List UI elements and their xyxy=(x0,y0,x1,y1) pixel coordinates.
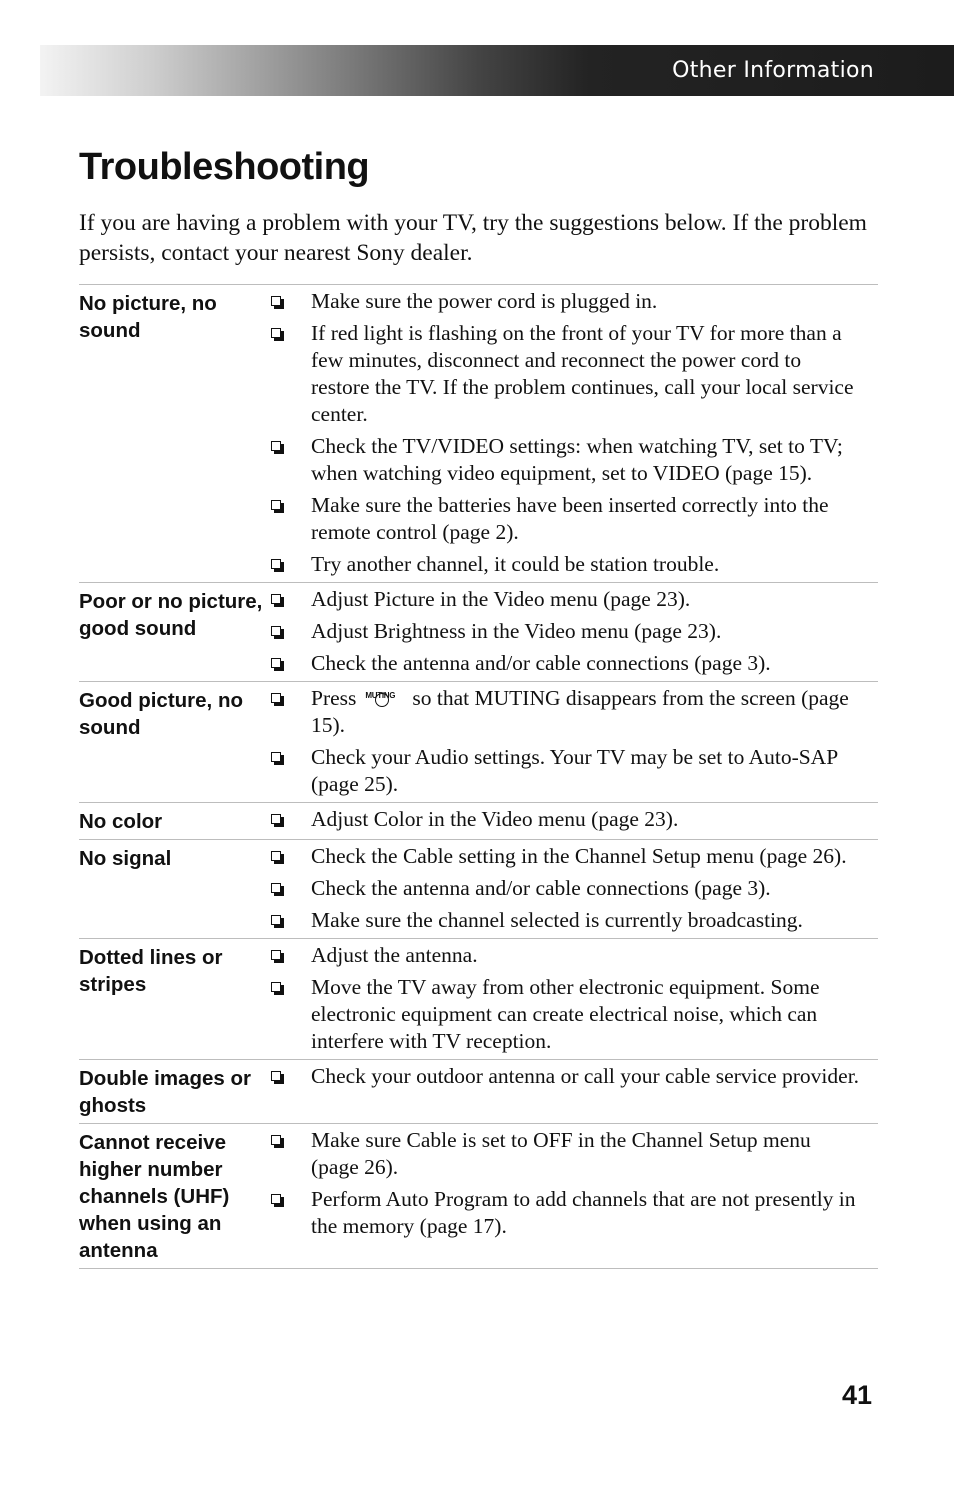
list-item: Adjust Brightness in the Video menu (page 23). xyxy=(265,618,878,645)
list-item: Move the TV away from other electronic equipment. Some electronic equipment can create electrical noise, which can interfere with TV reception. xyxy=(265,974,878,1055)
list-item: Check your outdoor antenna or call your cable service provider. xyxy=(265,1063,878,1090)
list-item: Press MUTING so that MUTING disappears from the screen (page 15). xyxy=(265,685,878,739)
muting-button-icon: MUTING xyxy=(364,685,404,705)
list-item: Adjust the antenna. xyxy=(265,942,878,969)
checkbox-icon xyxy=(265,586,311,613)
page-title: Troubleshooting xyxy=(79,146,370,188)
checkbox-icon xyxy=(265,320,311,347)
problem-label: No picture, no sound xyxy=(79,292,217,342)
checkbox-icon xyxy=(265,744,311,771)
problem-label: Good picture, no sound xyxy=(79,689,243,739)
problem-label: Cannot receive higher number channels (UHF) when using an antenna xyxy=(79,1131,230,1262)
checkbox-icon xyxy=(265,685,311,712)
checkbox-icon xyxy=(265,907,311,934)
checkbox-icon xyxy=(265,806,311,833)
list-item: Perform Auto Program to add channels that are not presently in the memory (page 17). xyxy=(265,1186,878,1240)
list-item: Check your Audio settings. Your TV may be set to Auto-SAP (page 25). xyxy=(265,744,878,798)
list-item: Try another channel, it could be station trouble. xyxy=(265,551,878,578)
list-item: Make sure the batteries have been inserted correctly into the remote control (page 2). xyxy=(265,492,878,546)
troubleshooting-table xyxy=(79,284,878,1269)
intro-paragraph: If you are having a problem with your TV, try the suggestions below. If the problem persists, contact your nearest Sony dealer. xyxy=(79,210,867,266)
page-number: 41 xyxy=(841,1380,872,1410)
problem-label: No signal xyxy=(79,847,172,870)
section-title: Other Information xyxy=(672,58,874,83)
table-row xyxy=(79,939,878,1060)
list-item: Make sure Cable is set to OFF in the Channel Setup menu (page 26). xyxy=(265,1127,878,1181)
list-item: Check the Cable setting in the Channel Setup menu (page 26). xyxy=(265,843,878,870)
checkbox-icon xyxy=(265,433,311,460)
checkbox-icon xyxy=(265,1127,311,1154)
list-item: Adjust Color in the Video menu (page 23). xyxy=(265,806,878,833)
problem-label: Poor or no picture, good sound xyxy=(79,590,263,640)
list-item: Adjust Picture in the Video menu (page 23). xyxy=(265,586,878,613)
list-item: Check the TV/VIDEO settings: when watching TV, set to TV; when watching video equipment, set to VIDEO (page 15). xyxy=(265,433,878,487)
list-item: Check the antenna and/or cable connections (page 3). xyxy=(265,650,878,677)
checkbox-icon xyxy=(265,492,311,519)
problem-label: No color xyxy=(79,810,163,833)
list-item: Make sure the power cord is plugged in. xyxy=(265,288,878,315)
checkbox-icon xyxy=(265,843,311,870)
table-row xyxy=(79,285,878,583)
checkbox-icon xyxy=(265,618,311,645)
header-bar xyxy=(40,45,954,96)
checkbox-icon xyxy=(265,1063,311,1090)
list-item: Make sure the channel selected is currently broadcasting. xyxy=(265,907,878,934)
table-row xyxy=(79,583,878,682)
checkbox-icon xyxy=(265,974,311,1001)
table-row xyxy=(79,1060,878,1124)
checkbox-icon xyxy=(265,875,311,902)
checkbox-icon xyxy=(265,650,311,677)
checkbox-icon xyxy=(265,551,311,578)
list-item: If red light is flashing on the front of your TV for more than a few minutes, disconnect and reconnect the power cord to restore the TV. If the problem continues, call your local service center. xyxy=(265,320,878,428)
checkbox-icon xyxy=(265,942,311,969)
table-row xyxy=(79,682,878,803)
checkbox-icon xyxy=(265,1186,311,1213)
problem-label: Dotted lines or stripes xyxy=(79,946,223,996)
problem-label: Double images or ghosts xyxy=(79,1067,252,1117)
table-row xyxy=(79,803,878,840)
table-row xyxy=(79,840,878,939)
checkbox-icon xyxy=(265,288,311,315)
list-item: Check the antenna and/or cable connections (page 3). xyxy=(265,875,878,902)
table-row xyxy=(79,1124,878,1269)
